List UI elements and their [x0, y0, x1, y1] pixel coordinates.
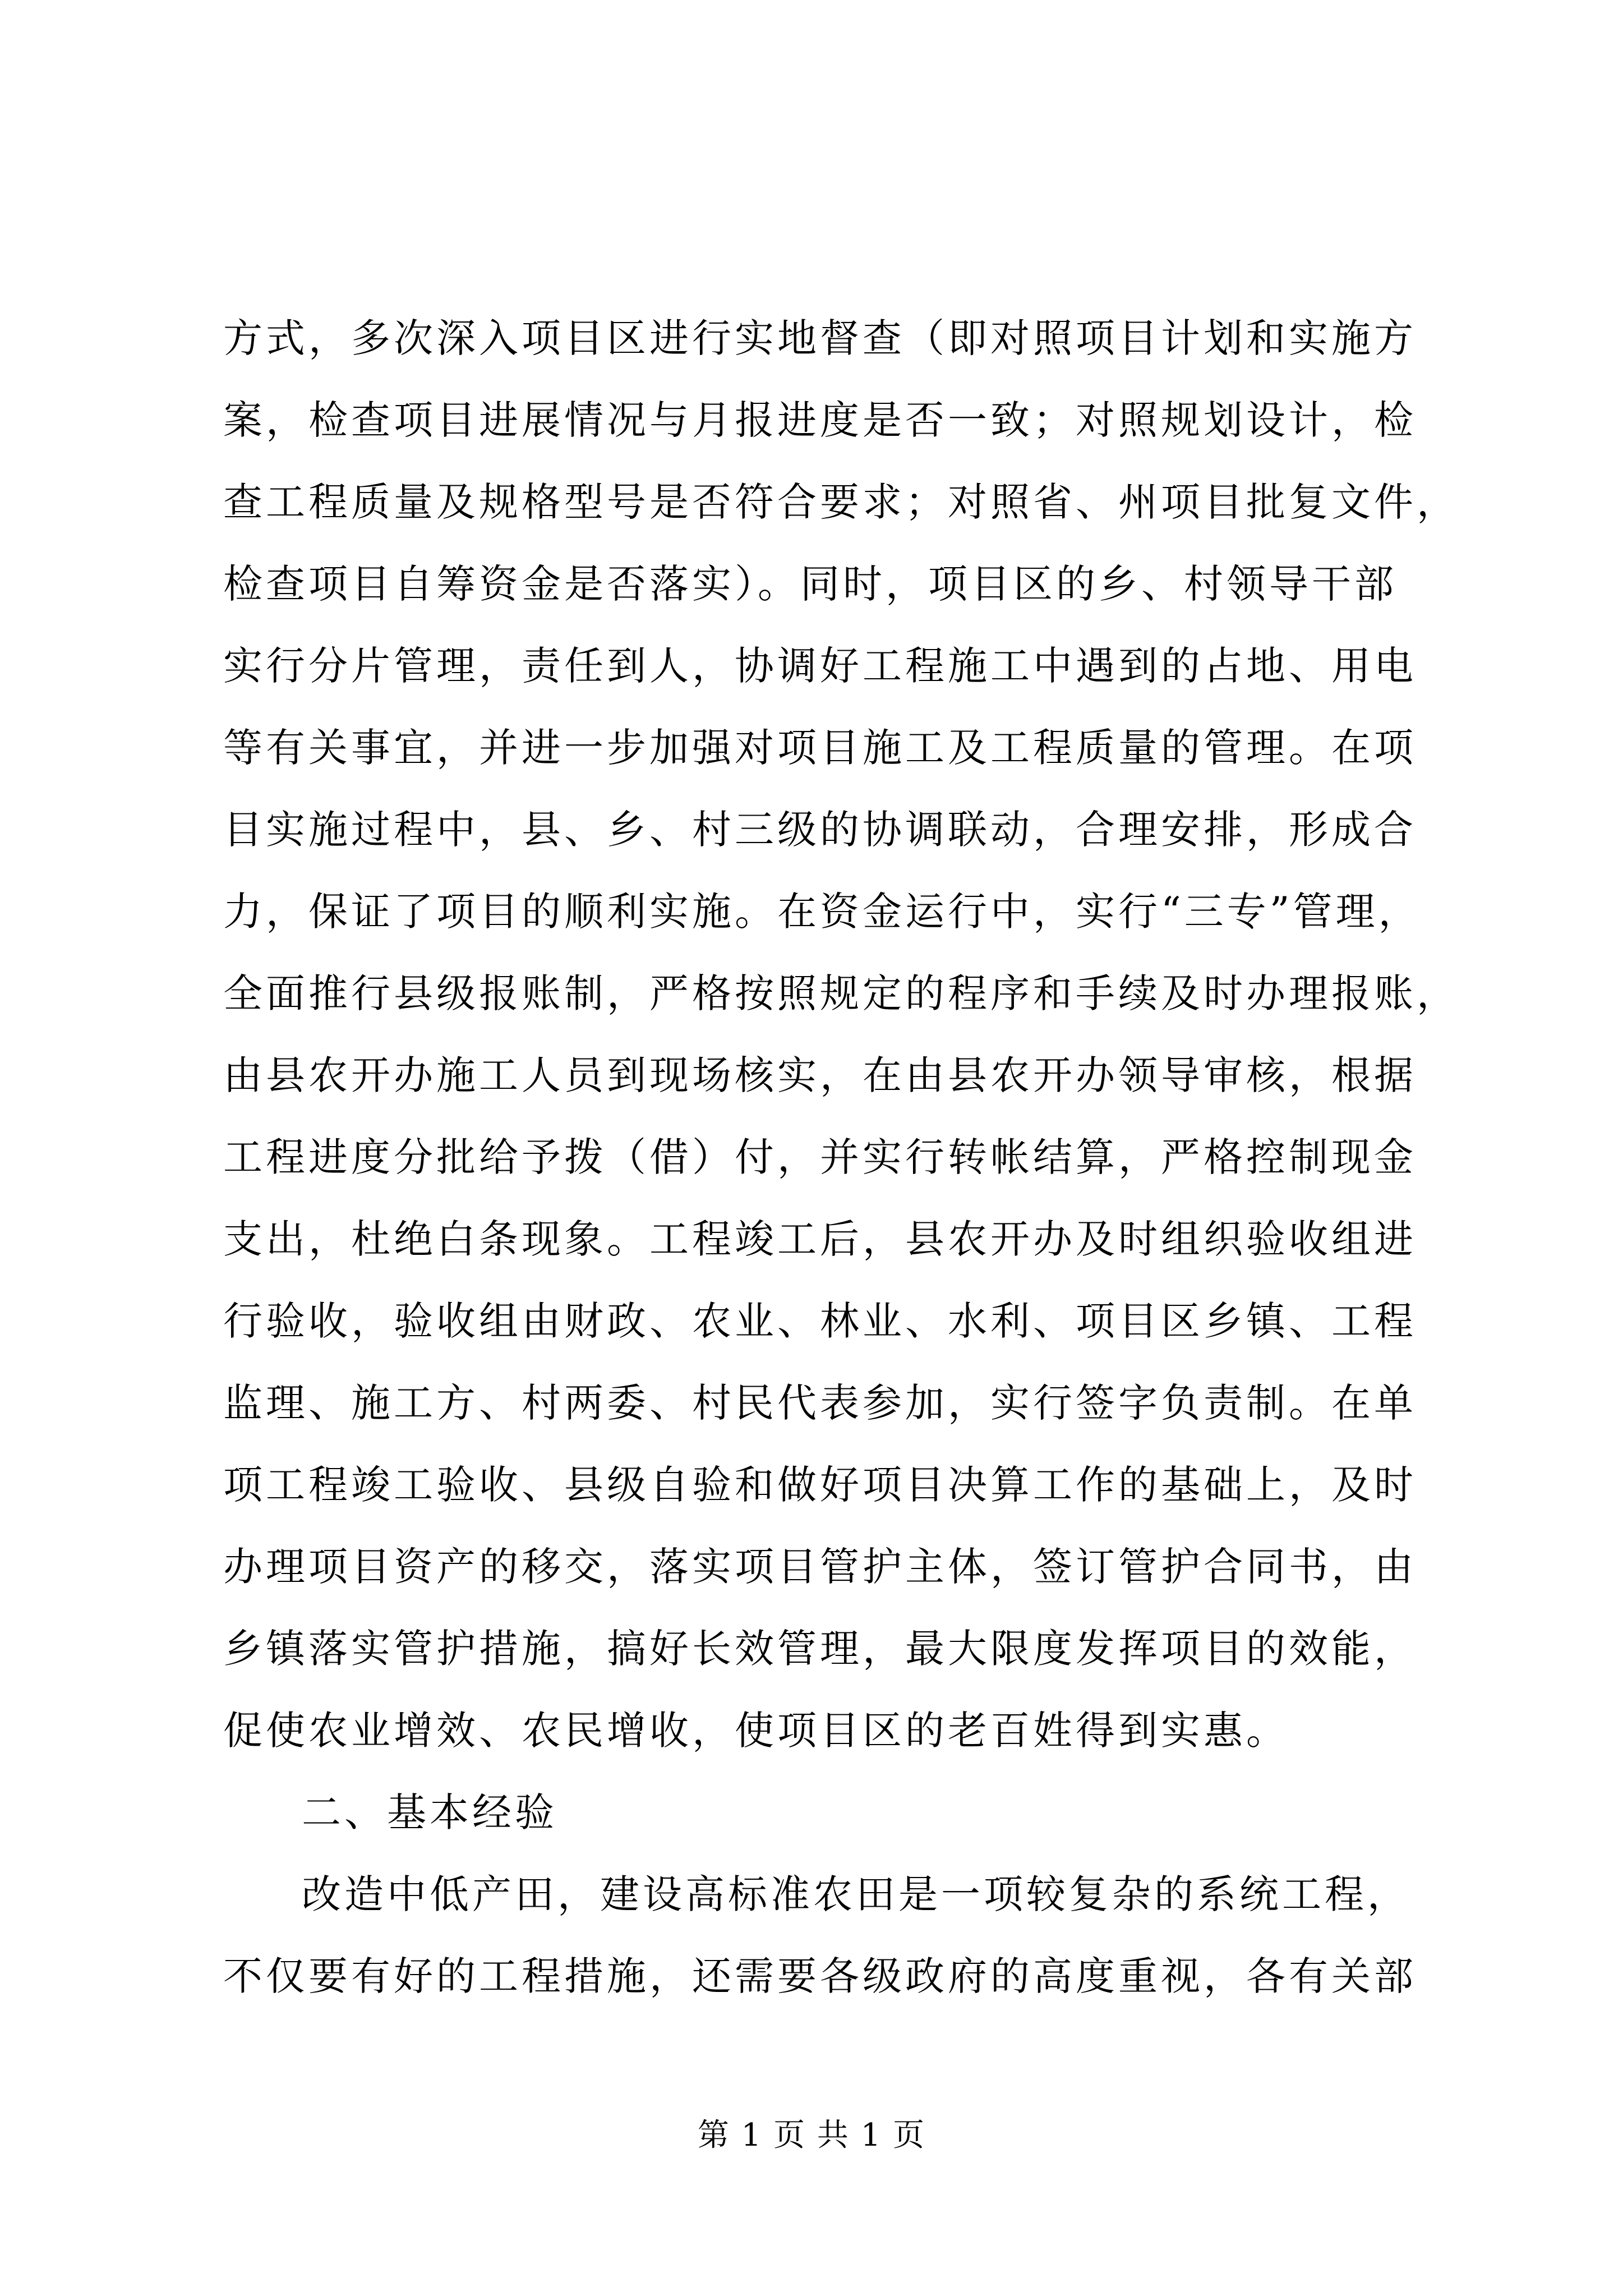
text-line: 目实施过程中，县、乡、村三级的协调联动，合理安排，形成合 [223, 807, 1417, 853]
text-line: 工程进度分批给予拨（借）付，并实行转帐结算，严格控制现金 [223, 1134, 1417, 1180]
text-line: 促使农业增效、农民增收，使项目区的老百姓得到实惠。 [223, 1708, 1289, 1754]
text-line: 实行分片管理，责任到人，协调好工程施工中遇到的占地、用电 [223, 643, 1417, 689]
text-line: 监理、施工方、村两委、村民代表参加，实行签字负责制。在单 [223, 1380, 1417, 1426]
text-line: 全面推行县级报账制，严格按照规定的程序和手续及时办理报账， [223, 970, 1459, 1016]
text-line: 力，保证了项目的顺利实施。在资金运行中，实行“三专”管理， [223, 889, 1421, 935]
document-body [223, 297, 1459, 2017]
text-line: 项工程竣工验收、县级自验和做好项目决算工作的基础上，及时 [223, 1462, 1417, 1508]
text-line: 由县农开办施工人员到现场核实，在由县农开办领导审核，根据 [223, 1052, 1417, 1098]
text-line: 等有关事宜，并进一步加强对项目施工及工程质量的管理。在项 [223, 725, 1417, 771]
text-line: 支出，杜绝白条现象。工程竣工后，县农开办及时组织验收组进 [223, 1216, 1417, 1262]
text-line: 案，检查项目进展情况与月报进度是否一致；对照规划设计，检 [223, 397, 1417, 443]
text-line: 乡镇落实管护措施，搞好长效管理，最大限度发挥项目的效能， [223, 1626, 1417, 1672]
page-footer: 第 1 页 共 1 页 [697, 2117, 926, 2154]
text-line: 行验收，验收组由财政、农业、林业、水利、项目区乡镇、工程 [223, 1298, 1417, 1344]
text-line: 查工程质量及规格型号是否符合要求；对照省、州项目批复文件， [223, 479, 1459, 525]
section-heading: 二、基本经验 [302, 1789, 557, 1835]
text-line: 检查项目自筹资金是否落实）。同时，项目区的乡、村领导干部 [223, 561, 1397, 607]
text-line: 办理项目资产的移交，落实项目管护主体，签订管护合同书，由 [223, 1544, 1417, 1590]
text-line: 改造中低产田，建设高标准农田是一项较复杂的系统工程， [302, 1871, 1410, 1917]
text-line: 方式，多次深入项目区进行实地督查（即对照项目计划和实施方 [223, 315, 1417, 361]
text-line: 不仅要有好的工程措施，还需要各级政府的高度重视，各有关部 [223, 1953, 1417, 1999]
